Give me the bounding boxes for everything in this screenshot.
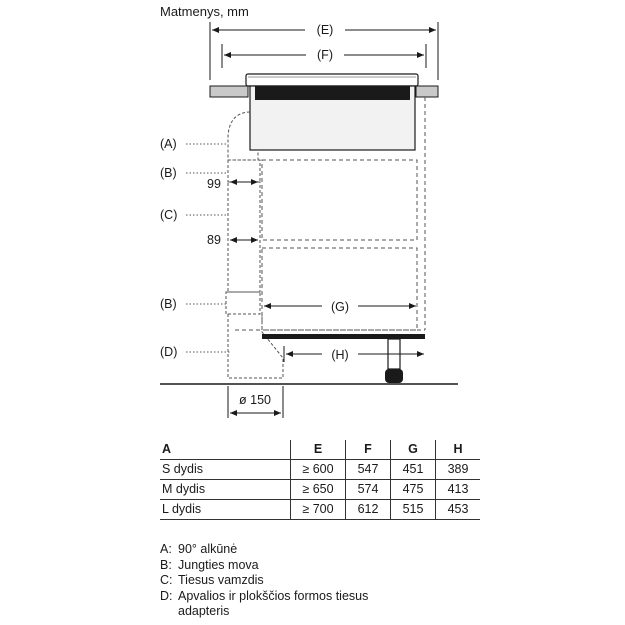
legend-text-continuation: adapteris: [178, 604, 230, 618]
label-c: (C): [160, 208, 178, 222]
legend-item: [160, 558, 368, 574]
table-header: H: [436, 440, 481, 460]
table-cell: S dydis: [160, 460, 291, 480]
dimension-f: [222, 44, 426, 68]
table-cell: ≥ 700: [291, 500, 346, 520]
label-h: (H): [331, 348, 349, 362]
table-cell: 475: [391, 480, 436, 500]
legend-text: Tiesus vamzdis: [178, 573, 264, 587]
legend: [160, 542, 368, 620]
table-cell: 389: [436, 460, 481, 480]
table-row: [160, 460, 480, 480]
table-header: G: [391, 440, 436, 460]
label-b-upper: (B): [160, 166, 177, 180]
dimension-diameter: [228, 386, 283, 418]
dimension-89: [207, 233, 258, 247]
table-cell: 547: [346, 460, 391, 480]
legend-item: [160, 573, 368, 589]
table-cell: 574: [346, 480, 391, 500]
table-cell: ≥ 650: [291, 480, 346, 500]
table-cell: 453: [436, 500, 481, 520]
svg-text:ø 150: ø 150: [239, 393, 271, 407]
table-cell: M dydis: [160, 480, 291, 500]
hob-glass: [246, 74, 418, 86]
table-header: F: [346, 440, 391, 460]
table-cell: 451: [391, 460, 436, 480]
hob-motor: [255, 86, 410, 100]
table-header: A: [160, 440, 291, 460]
table-cell: 413: [436, 480, 481, 500]
legend-text: Apvalios ir plokščios formos tiesus: [178, 588, 369, 603]
legend-key: A:: [160, 542, 172, 556]
table-cell: 612: [346, 500, 391, 520]
label-b-lower: (B): [160, 297, 177, 311]
table-cell: 515: [391, 500, 436, 520]
label-f: (F): [317, 48, 333, 62]
table-header: E: [291, 440, 346, 460]
table-cell: ≥ 600: [291, 460, 346, 480]
dimension-h: [284, 346, 424, 362]
table-header-row: [160, 440, 480, 460]
legend-item: [160, 542, 368, 558]
table-row: [160, 480, 480, 500]
svg-text:99: 99: [207, 177, 221, 191]
legend-item: [160, 589, 368, 605]
table-row: [160, 500, 480, 520]
svg-text:89: 89: [207, 233, 221, 247]
legend-key: D:: [160, 588, 173, 603]
label-g: (G): [330, 300, 350, 314]
label-d: (D): [160, 345, 178, 359]
legend-key: B:: [160, 557, 172, 572]
legend-key: C:: [160, 573, 173, 587]
label-a: (A): [160, 137, 177, 151]
legend-text: Jungties mova: [178, 557, 259, 572]
page-title: Matmenys, mm: [160, 4, 249, 19]
table-cell: L dydis: [160, 500, 291, 520]
part-labels: [160, 137, 230, 359]
dimensions-table: [160, 440, 480, 520]
label-e: (E): [316, 23, 334, 37]
legend-text: 90° alkūnė: [178, 542, 238, 556]
dimension-g: [264, 298, 416, 314]
dimension-99: [207, 177, 258, 191]
